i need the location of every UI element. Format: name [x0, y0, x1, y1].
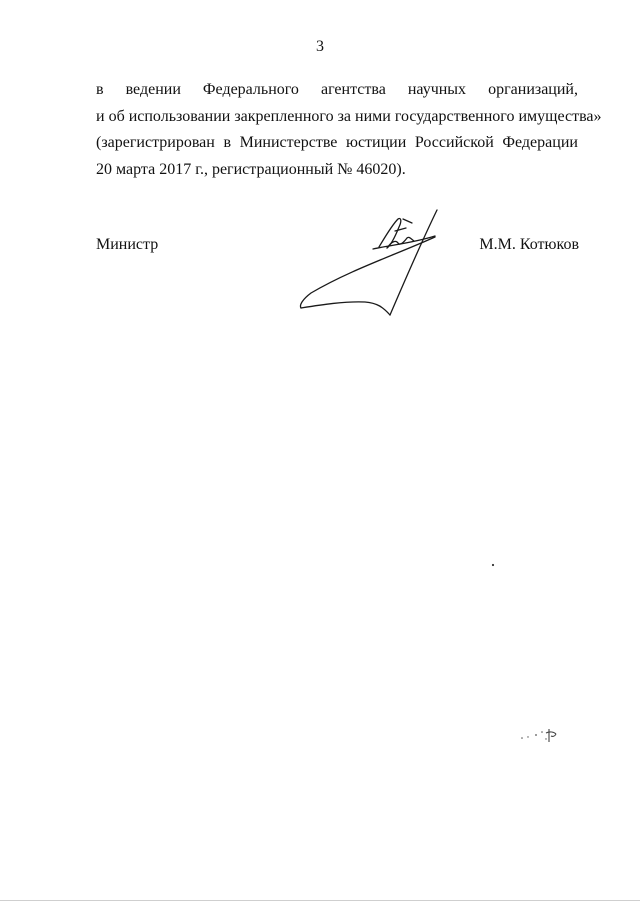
body-word: научных	[407, 81, 467, 98]
body-line-4: 20 марта 2017 г., регистрационный № 46020).	[96, 160, 406, 178]
body-word: (зарегистрирован	[96, 134, 215, 151]
scan-speck	[490, 562, 496, 568]
body-paragraph	[96, 77, 602, 183]
body-line-3	[96, 130, 578, 157]
scan-artifact-mark	[518, 724, 560, 746]
body-word: юстиции	[346, 134, 407, 151]
body-word: агентства	[320, 81, 386, 98]
signature-stroke	[301, 302, 390, 315]
body-word: Федерации	[502, 134, 578, 151]
body-word: Министерстве	[239, 134, 338, 151]
body-line-2: и об использовании закрепленного за ними государственного имущества»	[96, 107, 602, 125]
page-number: 3	[316, 38, 324, 55]
body-word: в	[96, 81, 104, 98]
handwritten-signature	[295, 205, 460, 320]
signatory-name: М.М. Котюков	[479, 236, 579, 253]
page-bottom-edge	[0, 900, 640, 901]
body-word: Федерального	[202, 81, 299, 98]
signature-stroke	[300, 237, 435, 308]
body-word: Российской	[414, 134, 494, 151]
body-word: ведении	[125, 81, 181, 98]
signature-stroke	[390, 210, 437, 315]
signatory-title: Министр	[96, 236, 159, 253]
signature-stroke	[395, 228, 406, 231]
body-word: в	[223, 134, 232, 151]
signature-stroke	[403, 219, 412, 223]
body-word: организаций,	[488, 81, 578, 98]
body-line-1	[96, 77, 578, 104]
